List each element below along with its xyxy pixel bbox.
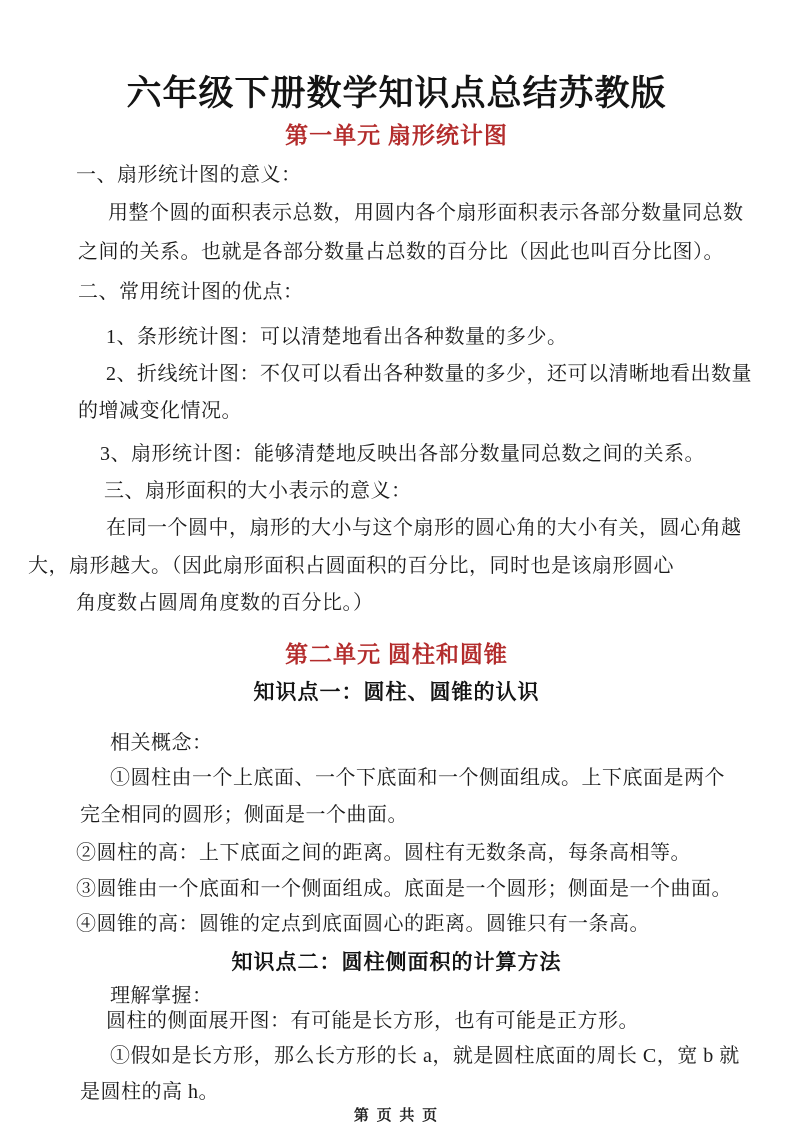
knowledge-point-2-heading: 知识点二：圆柱侧面积的计算方法 [231,951,562,974]
body-line-grasp-heading: 理解掌握： [110,985,213,1007]
body-line-concepts-heading: 相关概念： [110,732,213,754]
body-line-meaning-text-2: 之间的关系。也就是各部分数量占总数的百分比（因此也叫百分比图）。 [78,241,724,263]
body-line-area-text-1: 在同一个圆中，扇形的大小与这个扇形的圆心角的大小有关，圆心角越 [106,517,742,539]
body-line-cylinder-height: ②圆柱的高：上下底面之间的距离。圆柱有无数条高，每条高相等。 [76,842,691,864]
knowledge-point-1-heading: 知识点一：圆柱、圆锥的认识 [253,681,540,704]
body-line-cylinder-parts-2: 完全相同的圆形；侧面是一个曲面。 [80,804,408,826]
body-line-area-text-2: 大，扇形越大。（因此扇形面积占圆面积的百分比，同时也是该扇形圆心 [28,555,674,577]
body-line-cylinder-parts-1: ①圆柱由一个上底面、一个下底面和一个侧面组成。上下底面是两个 [110,767,725,789]
body-line-pie-chart: 3、扇形统计图：能够清楚地反映出各部分数量同总数之间的关系。 [100,443,705,465]
page-footer: 第 页 共 页 [353,1108,440,1122]
body-line-rectangle-case-1: ①假如是长方形，那么长方形的长 a，就是圆柱底面的周长 C，宽 b 就 [110,1045,740,1067]
body-line-unfold: 圆柱的侧面展开图：有可能是长方形，也有可能是正方形。 [106,1010,639,1032]
body-line-cone-height: ④圆锥的高：圆锥的定点到底面圆心的距离。圆锥只有一条高。 [76,913,650,935]
body-line-rectangle-case-2: 是圆柱的高 h。 [80,1081,219,1103]
body-line-line-chart-1: 2、折线统计图：不仅可以看出各种数量的多少，还可以清晰地看出数量 [106,363,752,385]
unit1-heading: 第一单元 扇形统计图 [285,123,508,148]
body-line-bar-chart: 1、条形统计图：可以清楚地看出各种数量的多少。 [106,326,568,348]
body-line-line-chart-2: 的增减变化情况。 [78,400,242,422]
body-line-area-text-3: 角度数占圆周角度数的百分比。） [76,592,374,614]
body-line-advantages-heading: 二、常用统计图的优点： [78,281,304,303]
body-line-area-heading: 三、扇形面积的大小表示的意义： [104,480,412,502]
unit2-heading: 第二单元 圆柱和圆锥 [285,642,508,667]
body-line-cone-parts: ③圆锥由一个底面和一个侧面组成。底面是一个圆形；侧面是一个曲面。 [76,878,732,900]
body-line-meaning-heading: 一、扇形统计图的意义： [76,164,302,186]
page-title: 六年级下册数学知识点总结苏教版 [126,74,667,113]
body-line-meaning-text-1: 用整个圆的面积表示总数，用圆内各个扇形面积表示各部分数量同总数 [108,202,744,224]
